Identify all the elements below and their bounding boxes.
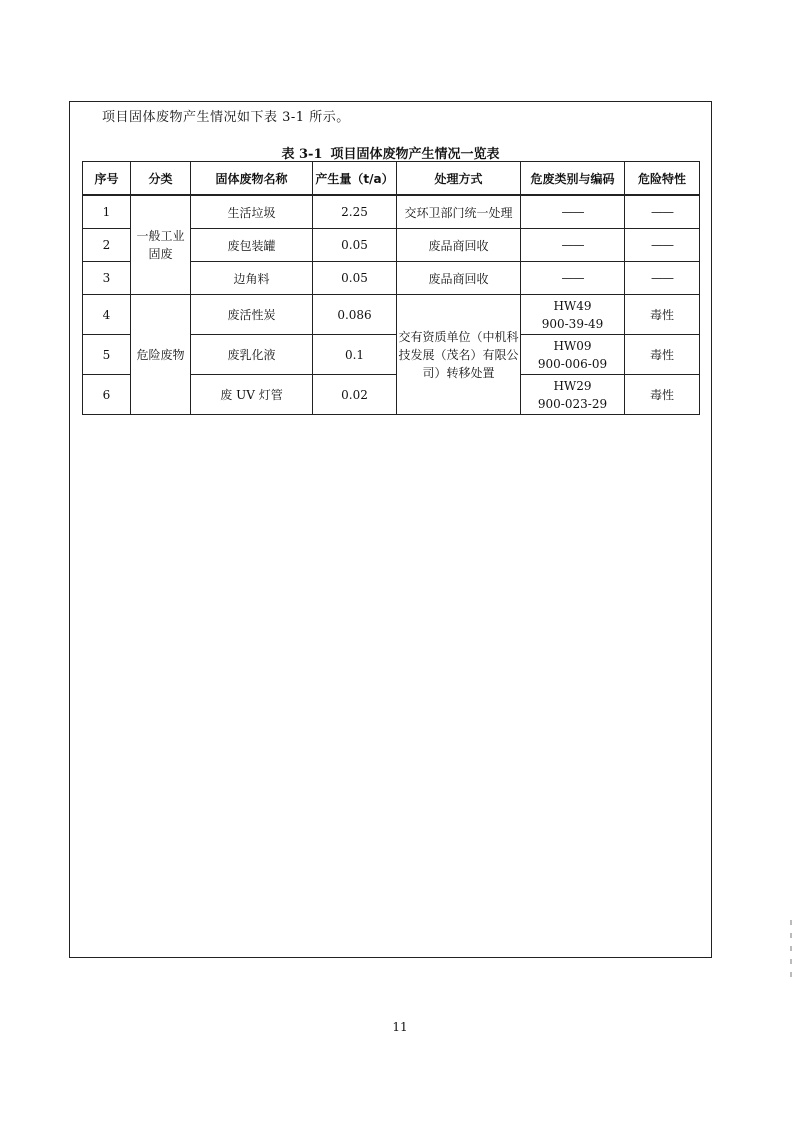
category-general-line1: 一般工业 [136, 229, 185, 243]
hazard-property: —— [625, 195, 700, 229]
hazard-code-number: 900-39-49 [541, 316, 604, 331]
waste-amount: 0.086 [313, 295, 397, 335]
waste-name: 生活垃圾 [191, 195, 313, 229]
disposal-line: 交有资质单位（中机科 [398, 329, 519, 344]
waste-amount: 0.1 [313, 335, 397, 375]
scan-mark [790, 946, 792, 951]
hazard-code [521, 295, 625, 335]
category-general-line2: 固废 [148, 247, 173, 261]
hazard-property: 毒性 [625, 375, 700, 415]
waste-amount: 0.02 [313, 375, 397, 415]
scan-mark [790, 933, 792, 938]
hazard-code-number: 900-023-29 [537, 396, 608, 411]
row-no: 5 [83, 335, 131, 375]
row-no: 3 [83, 262, 131, 295]
solid-waste-table [82, 161, 700, 415]
hazard-property: —— [625, 262, 700, 295]
header-amount: 产生量（t/a） [313, 162, 397, 196]
disposal-method: 废品商回收 [397, 229, 521, 262]
table-caption-title: 项目固体废物产生情况一览表 [330, 147, 500, 162]
category-hazardous: 危险废物 [131, 295, 191, 415]
row-no: 1 [83, 195, 131, 229]
scan-edge-marks [790, 920, 794, 1010]
header-category: 分类 [131, 162, 191, 196]
waste-name: 废包装罐 [191, 229, 313, 262]
row-no: 6 [83, 375, 131, 415]
hazard-code: —— [521, 229, 625, 262]
header-waste-name: 固体废物名称 [191, 162, 313, 196]
table-header-row [83, 162, 700, 196]
scan-mark [790, 959, 792, 964]
disposal-line: 技发展（茂名）有限公 [398, 347, 519, 362]
category-general [131, 195, 191, 295]
disposal-method: 交环卫部门统一处理 [397, 195, 521, 229]
waste-name: 边角料 [191, 262, 313, 295]
header-disposal: 处理方式 [397, 162, 521, 196]
table-caption-number: 表 3-1 [281, 147, 323, 162]
disposal-method: 废品商回收 [397, 262, 521, 295]
header-no: 序号 [83, 162, 131, 196]
header-hazard-property: 危险特性 [625, 162, 700, 196]
waste-name: 废乳化液 [191, 335, 313, 375]
hazard-code: —— [521, 195, 625, 229]
waste-name: 废 UV 灯管 [191, 375, 313, 415]
hazard-code [521, 335, 625, 375]
hazard-code [521, 375, 625, 415]
disposal-hazardous [397, 295, 521, 415]
table-row [83, 195, 700, 229]
scan-mark [790, 920, 792, 925]
hazard-class: HW49 [553, 298, 592, 313]
row-no: 4 [83, 295, 131, 335]
row-no: 2 [83, 229, 131, 262]
waste-amount: 2.25 [313, 195, 397, 229]
header-hazard-code: 危废类别与编码 [521, 162, 625, 196]
hazard-code: —— [521, 262, 625, 295]
waste-amount: 0.05 [313, 229, 397, 262]
waste-name: 废活性炭 [191, 295, 313, 335]
table-caption [82, 143, 699, 162]
page-number: 11 [392, 1020, 408, 1034]
waste-amount: 0.05 [313, 262, 397, 295]
hazard-property: 毒性 [625, 295, 700, 335]
intro-paragraph: 项目固体废物产生情况如下表 3-1 所示。 [102, 110, 350, 125]
table-row [83, 295, 700, 335]
scan-mark [790, 972, 792, 977]
hazard-code-number: 900-006-09 [537, 356, 608, 371]
hazard-property: 毒性 [625, 335, 700, 375]
hazard-property: —— [625, 229, 700, 262]
hazard-class: HW09 [553, 338, 592, 353]
disposal-line: 司）转移处置 [422, 365, 495, 380]
hazard-class: HW29 [553, 378, 592, 393]
